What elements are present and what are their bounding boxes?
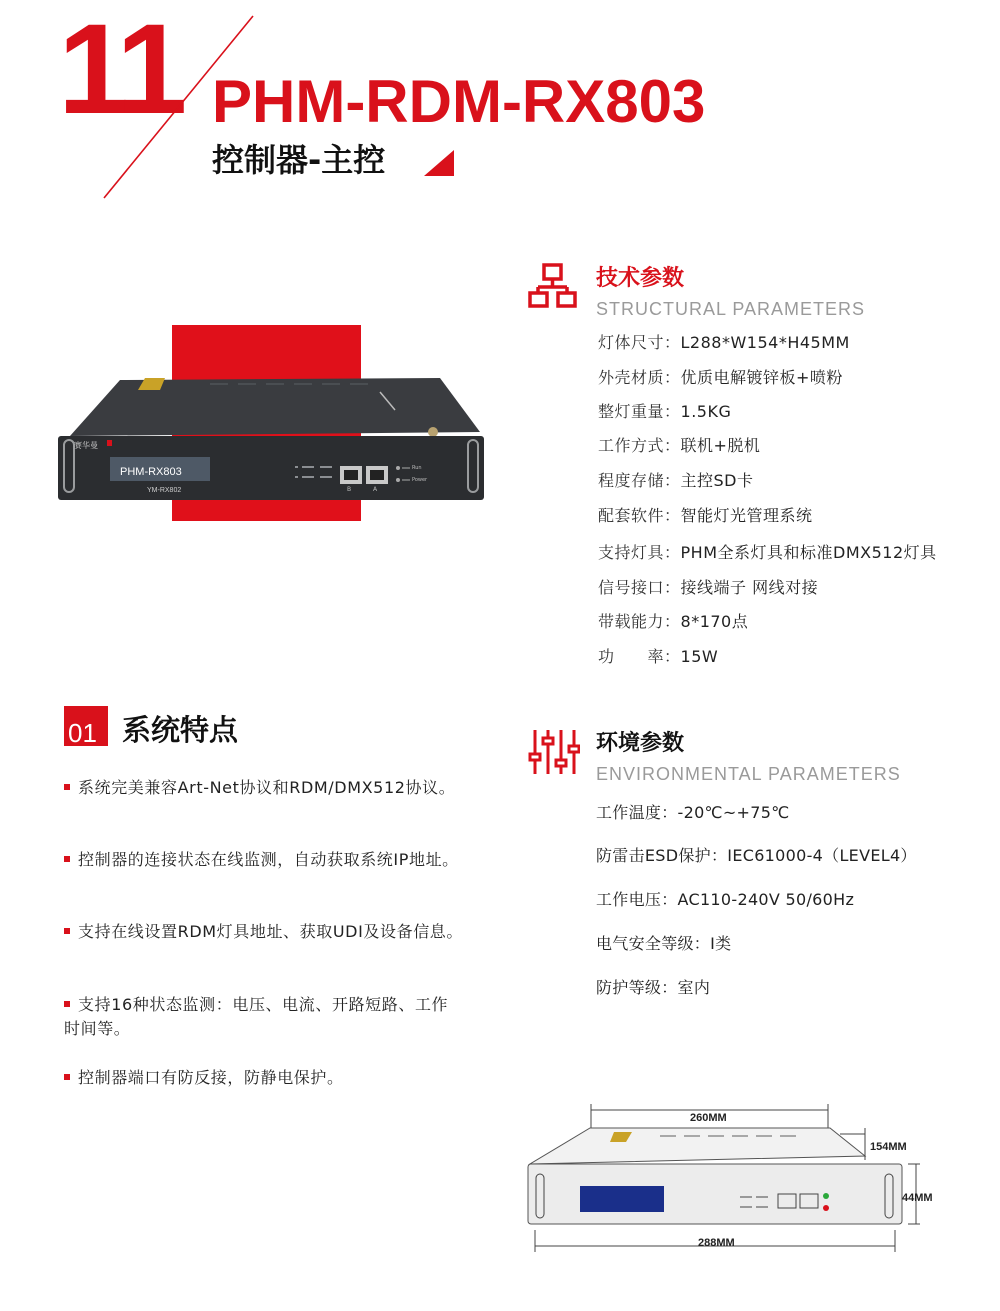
env-row: 防雷击ESD保护：IEC61000-4（LEVEL4） <box>596 846 917 865</box>
sliders-icon <box>528 726 580 778</box>
feature-item: 支持16种状态监测：电压、电流、开路短路、工作时间等。 <box>64 995 449 1038</box>
device-front-label: PHM-RX803 <box>120 466 182 478</box>
spec-row: 信号接口：接线端子 网线对接 <box>598 578 819 597</box>
controller-photo <box>50 370 490 510</box>
spec-row: 带载能力：8*170点 <box>598 612 749 631</box>
product-model: PHM-RDM-RX803 <box>212 68 706 135</box>
tech-title-en: STRUCTURAL PARAMETERS <box>596 299 866 319</box>
features-title: 系统特点 <box>122 713 239 747</box>
spec-row: 程度存储：主控SD卡 <box>598 471 754 490</box>
dimension-drawing <box>520 1100 940 1260</box>
port-b-label: B <box>347 486 352 493</box>
bullet-icon <box>64 1074 70 1080</box>
section-number: 11 <box>58 0 182 141</box>
dim-depth: 154MM <box>870 1141 907 1153</box>
device-model-small: YM-RX802 <box>147 487 182 494</box>
feature-item: 系统完美兼容Art-Net协议和RDM/DMX512协议。 <box>64 776 464 800</box>
led-run-label: Run <box>412 465 422 471</box>
feature-item: 支持在线设置RDM灯具地址、获取UDI及设备信息。 <box>64 920 464 944</box>
env-row: 工作温度：-20℃~+75℃ <box>596 803 790 822</box>
triangle-marker-icon <box>420 150 456 178</box>
features-number-badge <box>64 706 108 746</box>
bullet-icon <box>64 928 70 934</box>
env-row: 防护等级：室内 <box>596 978 711 997</box>
spec-row: 功 率：15W <box>598 647 719 666</box>
structure-icon <box>528 263 578 309</box>
env-title-en: ENVIRONMENTAL PARAMETERS <box>596 764 901 784</box>
spec-row: 外壳材质：优质电解镀锌板+喷粉 <box>598 368 843 387</box>
bullet-icon <box>64 856 70 862</box>
tech-title: 技术参数 <box>596 266 685 291</box>
bullet-icon <box>64 1001 70 1007</box>
spec-row: 灯体尺寸：L288*W154*H45MM <box>598 333 850 352</box>
feature-item: 控制器的连接状态在线监测，自动获取系统IP地址。 <box>64 848 464 872</box>
spec-row: 支持灯具：PHM全系灯具和标准DMX512灯具 <box>598 543 937 562</box>
port-a-label: A <box>373 486 378 493</box>
device-brand: 赛华曼 <box>74 441 98 450</box>
led-power-label: Power <box>412 477 428 483</box>
bullet-icon <box>64 784 70 790</box>
spec-row: 工作方式：联机+脱机 <box>598 436 761 455</box>
dim-top-width: 260MM <box>690 1112 727 1124</box>
dim-bottom-width: 288MM <box>698 1237 735 1249</box>
feature-item: 控制器端口有防反接，防静电保护。 <box>64 1066 464 1090</box>
spec-row: 配套软件：智能灯光管理系统 <box>598 506 813 525</box>
spec-row: 整灯重量：1.5KG <box>598 402 732 421</box>
product-subtitle: 控制器-主控 <box>212 141 386 179</box>
env-row: 电气安全等级：I类 <box>596 934 732 953</box>
env-title: 环境参数 <box>596 731 685 756</box>
features-number: 01 <box>68 718 97 748</box>
dim-height: 44MM <box>902 1192 933 1204</box>
env-row: 工作电压：AC110-240V 50/60Hz <box>596 890 855 909</box>
